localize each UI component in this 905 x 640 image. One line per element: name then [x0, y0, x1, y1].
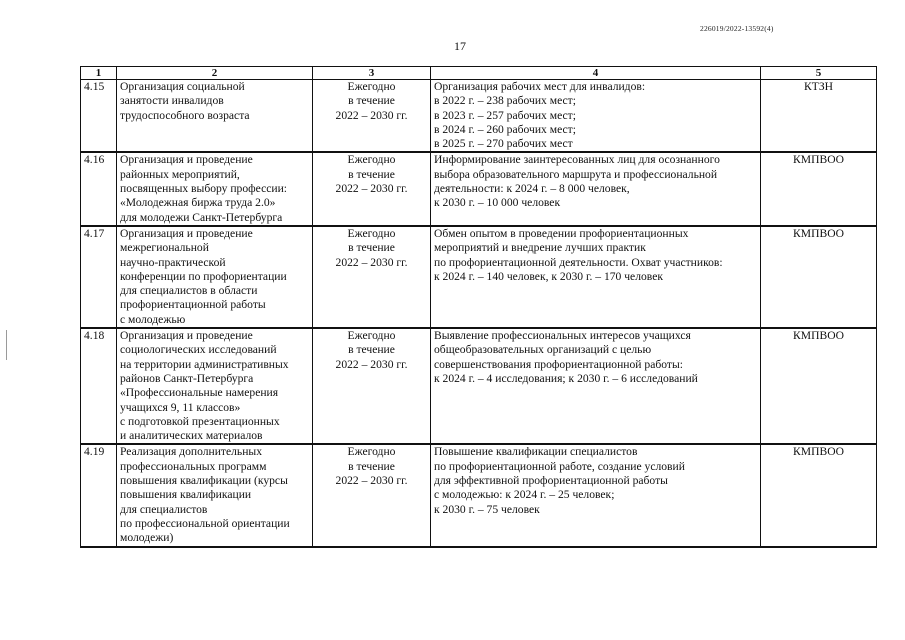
table-row [81, 152, 877, 225]
result-line: в 2022 г. – 238 рабочих мест; [434, 94, 576, 108]
event-cell [117, 80, 313, 153]
event-line: Реализация дополнительных [120, 445, 263, 459]
event-line: конференции по профориентации [120, 269, 287, 283]
column-header: 3 [313, 67, 431, 80]
event-line: повышения квалификации [120, 488, 252, 502]
executor-cell: КТЗН [761, 80, 877, 153]
period-line: в течение [348, 241, 395, 255]
period-line: в течение [348, 94, 395, 108]
result-line: к 2030 г. – 75 человек [434, 502, 540, 516]
document-id: 226019/2022-13592(4) [700, 24, 774, 33]
event-line: трудоспособного возраста [120, 108, 250, 122]
period-cell [313, 444, 431, 546]
period-cell [313, 226, 431, 328]
column-header: 4 [431, 67, 761, 80]
result-line: деятельности: к 2024 г. – 8 000 человек, [434, 182, 630, 196]
page-number: 17 [454, 39, 466, 53]
result-line: к 2024 г. – 140 человек, к 2030 г. – 170 человек [434, 269, 663, 283]
executor-cell: КМПВОО [761, 226, 877, 328]
result-line: Обмен опытом в проведении профориентационных [434, 226, 689, 240]
event-line: Организация социальной [120, 80, 245, 93]
event-line: занятости инвалидов [120, 94, 224, 108]
result-line: к 2030 г. – 10 000 человек [434, 196, 561, 210]
period-line: Ежегодно [347, 329, 396, 343]
result-line: в 2023 г. – 257 рабочих мест; [434, 108, 576, 122]
executor-cell: КМПВОО [761, 444, 877, 546]
event-cell [117, 444, 313, 546]
period-line: 2022 – 2030 гг. [335, 182, 408, 196]
period-line: 2022 – 2030 гг. [335, 357, 408, 371]
period-line: Ежегодно [347, 226, 396, 240]
result-cell [431, 328, 761, 444]
result-cell [431, 152, 761, 225]
row-number-cell: 4.18 [81, 328, 117, 444]
table-body [81, 80, 877, 547]
table-row [81, 80, 877, 153]
event-line: учащихся 9, 11 классов» [120, 400, 241, 414]
row-number-cell: 4.19 [81, 444, 117, 546]
period-line: 2022 – 2030 гг. [335, 108, 408, 122]
event-line: и аналитических материалов [120, 429, 263, 443]
event-line: научно-практической [120, 255, 226, 269]
result-line: общеобразовательных организаций с целью [434, 343, 652, 357]
event-line: посвященных выбору профессии: [120, 182, 288, 196]
result-line: по профориентационной работе, создание условий [434, 459, 685, 473]
result-line: совершенствования профориентационной работы: [434, 357, 683, 371]
table-row [81, 444, 877, 546]
event-line: для специалистов [120, 502, 208, 516]
result-cell [431, 80, 761, 153]
event-line: для молодежи Санкт-Петербурга [120, 210, 283, 224]
result-line: в 2024 г. – 260 рабочих мест; [434, 122, 576, 136]
executor-cell: КМПВОО [761, 328, 877, 444]
period-line: в течение [348, 459, 395, 473]
event-line: Организация и проведение [120, 226, 253, 240]
result-line: Информирование заинтересованных лиц для осознанного [434, 153, 720, 167]
period-line: 2022 – 2030 гг. [335, 474, 408, 488]
event-line: социологических исследований [120, 343, 277, 357]
period-line: 2022 – 2030 гг. [335, 255, 408, 269]
scan-artifact [6, 330, 7, 360]
period-cell [313, 328, 431, 444]
event-line: «Профессиональные намерения [120, 386, 279, 400]
period-line: Ежегодно [347, 80, 396, 93]
result-cell [431, 226, 761, 328]
result-line: Повышение квалификации специалистов [434, 445, 638, 459]
result-line: Организация рабочих мест для инвалидов: [434, 80, 646, 93]
column-header: 2 [117, 67, 313, 80]
event-line: для специалистов в области [120, 284, 258, 298]
event-line: на территории административных [120, 357, 289, 371]
period-cell [313, 80, 431, 153]
result-line: к 2024 г. – 4 исследования; к 2030 г. – 6 исследований [434, 371, 698, 385]
column-header: 1 [81, 67, 117, 80]
event-line: районных мероприятий, [120, 167, 240, 181]
period-line: Ежегодно [347, 153, 396, 167]
result-line: по профориентационной деятельности. Охват участников: [434, 255, 723, 269]
table-header-row [81, 67, 877, 80]
period-line: в течение [348, 167, 395, 181]
event-line: Организация и проведение [120, 153, 253, 167]
event-cell [117, 226, 313, 328]
row-number-cell: 4.16 [81, 152, 117, 225]
event-line: повышения квалификации (курсы [120, 474, 288, 488]
result-line: для эффективной профориентационной работы [434, 474, 668, 488]
table-row [81, 328, 877, 444]
row-number-cell: 4.17 [81, 226, 117, 328]
event-line: районов Санкт-Петербурга [120, 371, 254, 385]
result-cell [431, 444, 761, 546]
result-line: в 2025 г. – 270 рабочих мест [434, 137, 573, 151]
event-line: профориентационной работы [120, 298, 266, 312]
column-header: 5 [761, 67, 877, 80]
executor-cell: КМПВОО [761, 152, 877, 225]
event-line: с подготовкой презентационных [120, 414, 280, 428]
event-line: «Молодежная биржа труда 2.0» [120, 196, 276, 210]
event-line: Организация и проведение [120, 329, 253, 343]
measures-table [80, 66, 877, 548]
result-line: с молодежью: к 2024 г. – 25 человек; [434, 488, 615, 502]
period-cell [313, 152, 431, 225]
result-line: выбора образовательного маршрута и профессиональной [434, 167, 718, 181]
event-line: молодежи) [120, 531, 174, 545]
result-line: мероприятий и внедрение лучших практик [434, 241, 646, 255]
event-line: межрегиональной [120, 241, 209, 255]
event-line: с молодежью [120, 312, 186, 326]
period-line: в течение [348, 343, 395, 357]
period-line: Ежегодно [347, 445, 396, 459]
row-number-cell: 4.15 [81, 80, 117, 153]
event-cell [117, 328, 313, 444]
result-line: Выявление профессиональных интересов учащихся [434, 329, 691, 343]
event-line: профессиональных программ [120, 459, 267, 473]
event-line: по профессиональной ориентации [120, 516, 290, 530]
table-row [81, 226, 877, 328]
event-cell [117, 152, 313, 225]
